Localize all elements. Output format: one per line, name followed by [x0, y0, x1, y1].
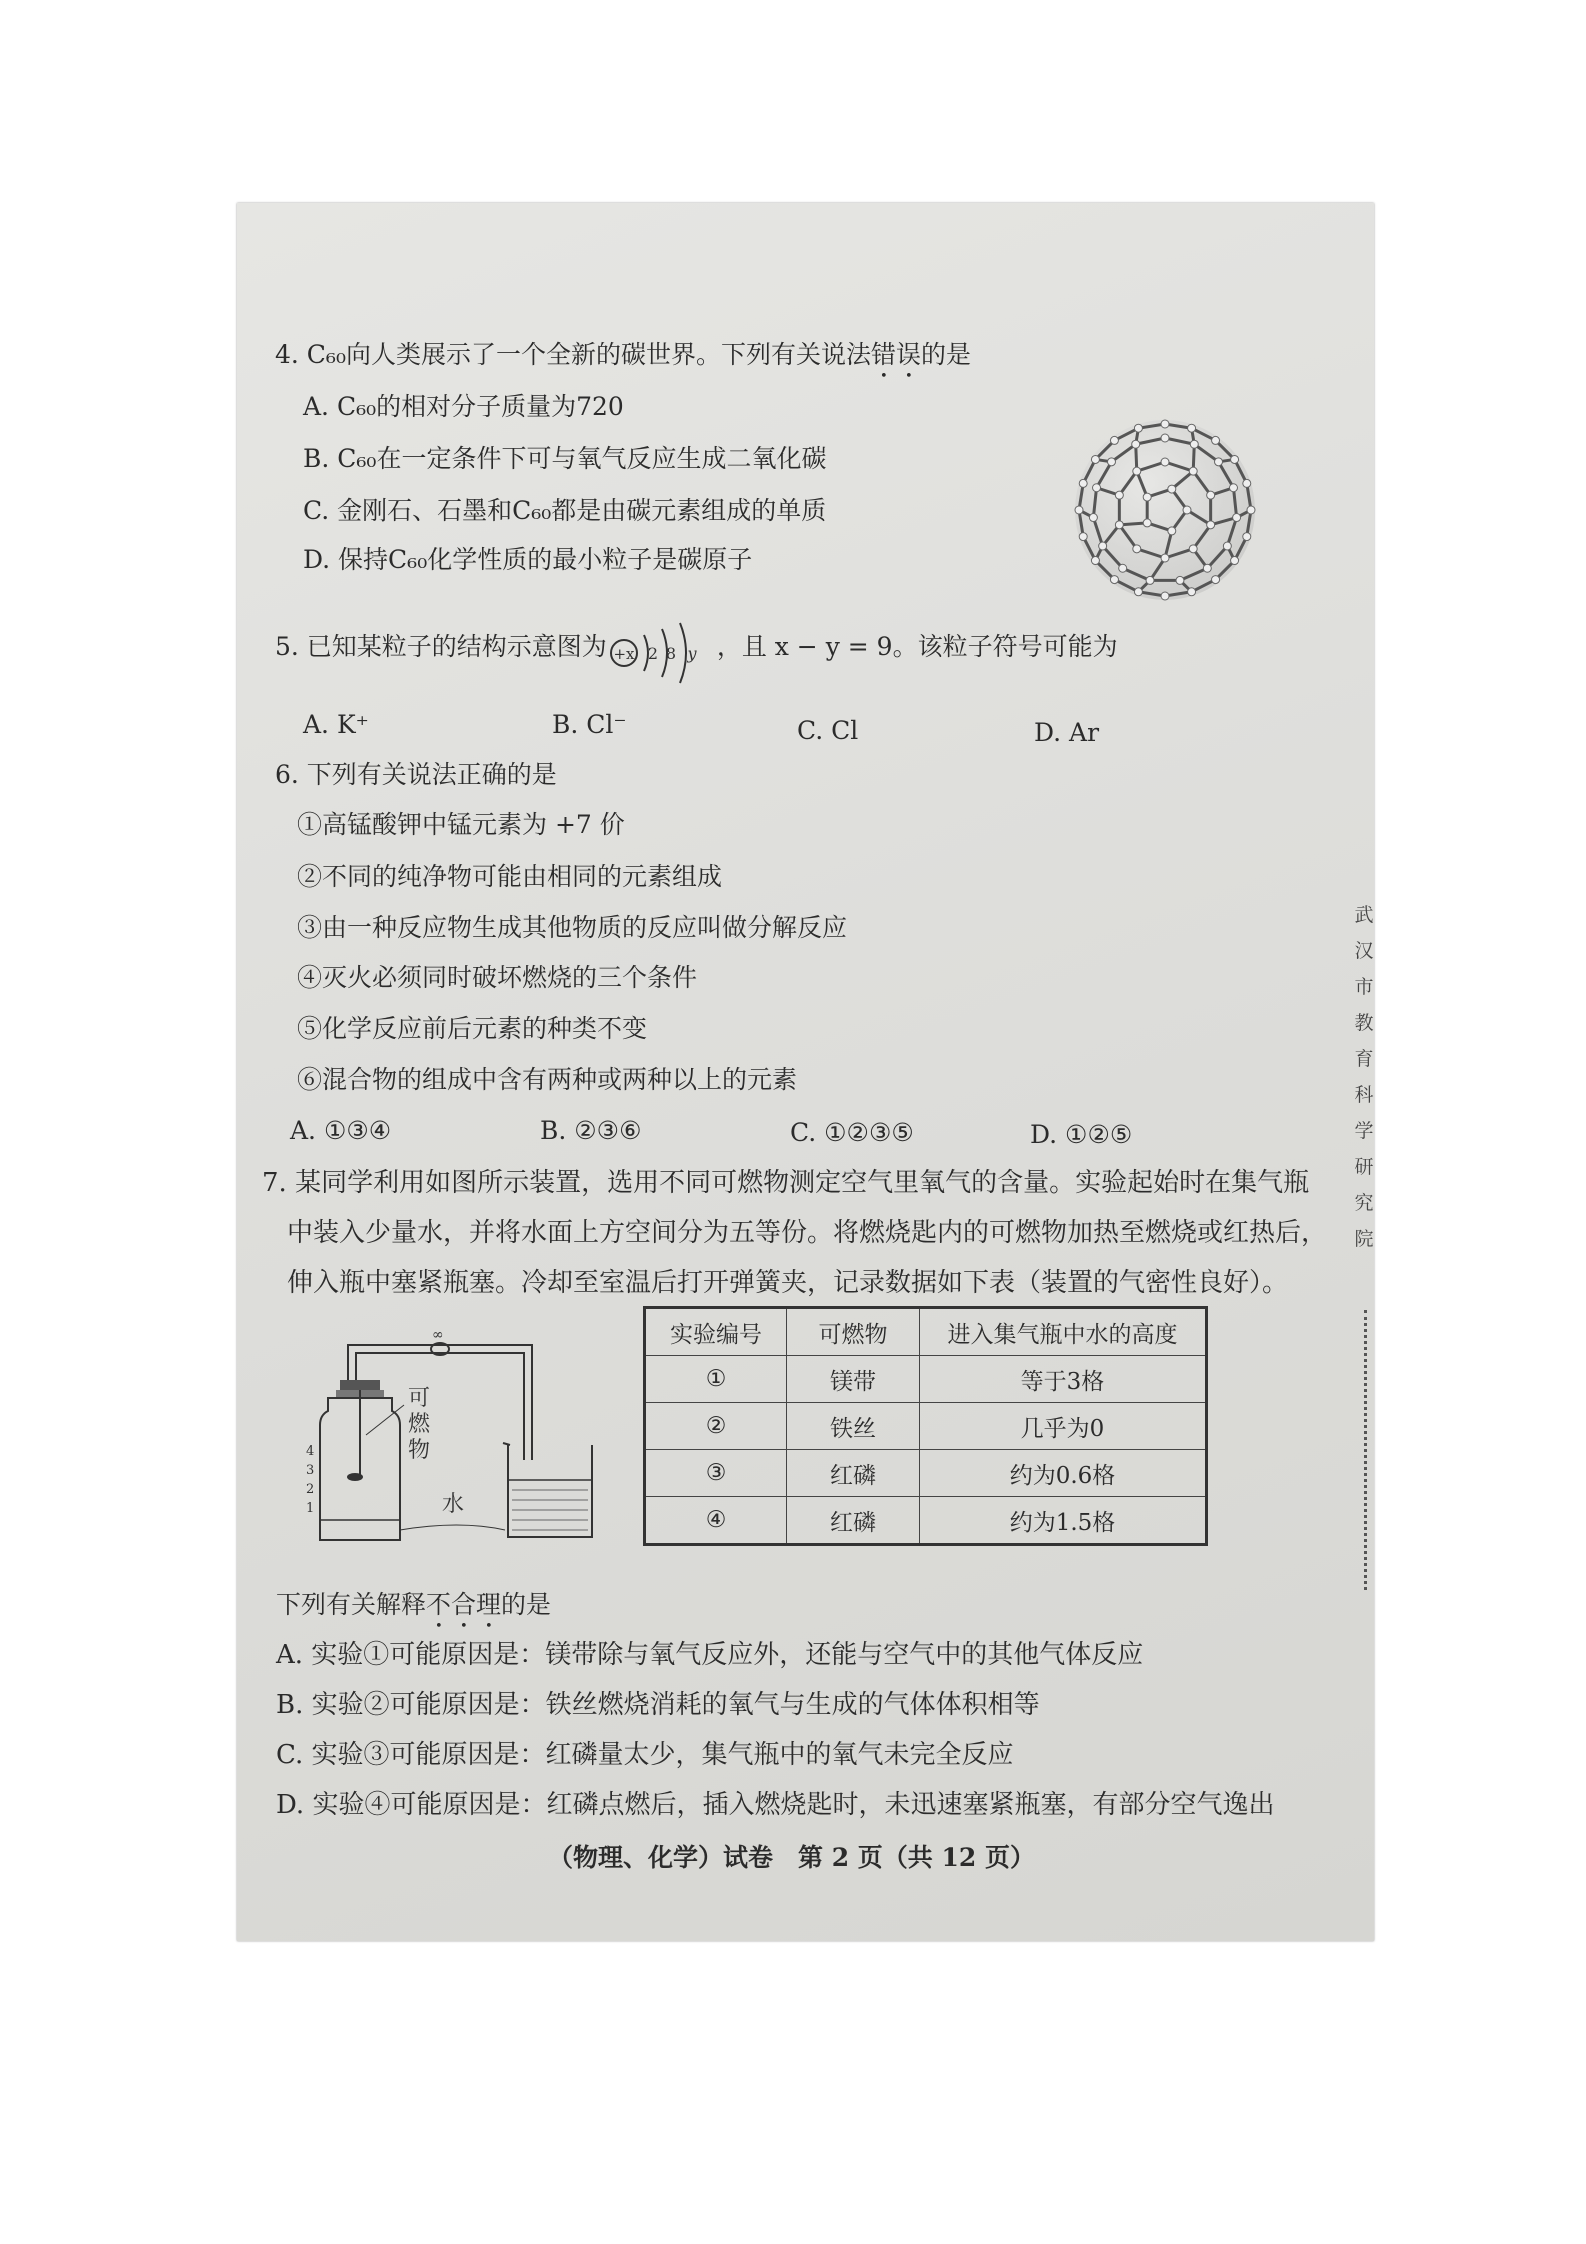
nucleus-charge: +x — [613, 645, 635, 663]
apparatus-diagram — [300, 1325, 620, 1550]
table-row — [645, 1497, 1207, 1545]
carbon-atom — [1161, 420, 1169, 428]
q6-statement-6: ⑥混合物的组成中含有两种或两种以上的元素 — [297, 1065, 798, 1094]
q7-option-b: B. 实验②可能原因是：铁丝燃烧消耗的氧气与生成的气体体积相等 — [276, 1690, 1040, 1720]
q6-option-b: B. ②③⑥ — [540, 1116, 642, 1145]
q7-option-a: A. 实验①可能原因是：镁带除与氧气反应外，还能与空气中的其他气体反应 — [276, 1640, 1144, 1670]
table-row — [645, 1450, 1207, 1497]
table-cell: ① — [645, 1356, 787, 1403]
experiment-table — [643, 1306, 1208, 1546]
table-cell: 铁丝 — [787, 1403, 920, 1450]
side-char: 究 — [1354, 1192, 1374, 1214]
carbon-atom — [1189, 467, 1197, 475]
table-cell: 几乎为0 — [920, 1403, 1207, 1450]
atomic-structure-diagram — [606, 617, 716, 687]
header-water-height: 进入集气瓶中水的高度 — [920, 1308, 1207, 1356]
q4-option-c: C. 金刚石、石墨和C₆₀都是由碳元素组成的单质 — [303, 496, 827, 525]
carbon-atom — [1133, 545, 1141, 553]
table-cell: 约为1.5格 — [920, 1497, 1207, 1545]
q5-option-d: D. Ar — [1034, 718, 1100, 747]
carbon-atom — [1161, 554, 1169, 562]
carbon-atom — [1223, 542, 1231, 550]
carbon-atom — [1075, 506, 1083, 514]
carbon-atom — [1099, 542, 1107, 550]
carbon-atom — [1183, 506, 1191, 514]
spring-clip-icon: ∞ — [432, 1327, 444, 1343]
carbon-atom — [1176, 576, 1184, 584]
carbon-atom — [1134, 588, 1142, 596]
header-combustible: 可燃物 — [787, 1308, 920, 1356]
q6-statement-3: ③由一种反应物生成其他物质的反应叫做分解反应 — [297, 913, 848, 942]
table-cell: 等于3格 — [920, 1356, 1207, 1403]
q6-option-a: A. ①③④ — [290, 1116, 392, 1145]
carbon-atom — [1207, 491, 1215, 499]
table-cell: 红磷 — [787, 1450, 920, 1497]
scale-mark-4: 4 — [306, 1444, 315, 1459]
carbon-atom — [1243, 533, 1251, 541]
carbon-atom — [1161, 434, 1169, 442]
carbon-atom — [1233, 514, 1241, 522]
carbon-atom — [1115, 491, 1123, 499]
carbon-atom — [1212, 436, 1220, 444]
side-char: 育 — [1354, 1048, 1374, 1070]
q5-option-b: B. Cl⁻ — [552, 710, 627, 739]
carbon-atom — [1115, 521, 1123, 529]
side-char: 科 — [1354, 1084, 1374, 1106]
table-cell: ② — [645, 1403, 787, 1450]
carbon-atom — [1215, 458, 1223, 466]
q4-option-a: A. C₆₀的相对分子质量为720 — [303, 392, 624, 421]
q6-statement-4: ④灭火必须同时破坏燃烧的三个条件 — [297, 963, 698, 992]
side-char: 院 — [1354, 1228, 1374, 1250]
carbon-atom — [1143, 519, 1151, 527]
q7-stem-line-2: 中装入少量水，并将水面上方空间分为五等份。将燃烧匙内的可燃物加热至燃烧或红热后， — [287, 1218, 1328, 1248]
carbon-atom — [1203, 564, 1211, 572]
carbon-atom — [1093, 484, 1101, 492]
carbon-atom — [1107, 458, 1115, 466]
carbon-atom — [1190, 440, 1198, 448]
q5-stem-text-end: ，且 x − y = 9。该粒子符号可能为 — [716, 632, 1118, 661]
carbon-atom — [1188, 424, 1196, 432]
carbon-atom — [1110, 576, 1118, 584]
q6-statement-2: ②不同的纯净物可能由相同的元素组成 — [297, 862, 723, 891]
table-cell: 红磷 — [787, 1497, 920, 1545]
label-combustible-1: 可 — [408, 1386, 431, 1411]
binding-dotted-line — [1364, 1310, 1367, 1590]
side-char: 市 — [1354, 976, 1374, 998]
carbon-atom — [1161, 458, 1169, 466]
q7-question-end: 的是 — [501, 1590, 552, 1619]
carbon-atom — [1133, 467, 1141, 475]
q7-question-emphasis: 不合理 — [426, 1590, 502, 1619]
scale-mark-1: 1 — [306, 1501, 315, 1516]
carbon-atom — [1229, 484, 1237, 492]
scale-mark-3: 3 — [306, 1463, 315, 1478]
shell-2-electrons: 8 — [665, 644, 677, 663]
carbon-atom — [1231, 557, 1239, 565]
carbon-atom — [1207, 521, 1215, 529]
page-footer: （物理、化学）试卷 第 2 页（共 12 页） — [548, 1843, 1036, 1872]
carbon-atom — [1212, 576, 1220, 584]
side-char: 学 — [1354, 1120, 1374, 1142]
q7-question — [276, 1590, 551, 1634]
carbon-atom — [1091, 455, 1099, 463]
carbon-atom — [1168, 527, 1176, 535]
c60-fullerene-image — [1065, 410, 1265, 610]
label-water: 水 — [442, 1492, 465, 1517]
header-experiment-number: 实验编号 — [645, 1308, 787, 1356]
q6-statement-1: ①高锰酸钾中锰元素为 +7 价 — [297, 810, 625, 839]
scale-mark-2: 2 — [306, 1482, 315, 1497]
table-row — [645, 1356, 1207, 1403]
side-char: 教 — [1354, 1012, 1374, 1034]
q6-option-d: D. ①②⑤ — [1030, 1120, 1133, 1149]
table-cell: 镁带 — [787, 1356, 920, 1403]
table-cell: ④ — [645, 1497, 787, 1545]
side-char: 研 — [1354, 1156, 1374, 1178]
carbon-atom — [1161, 592, 1169, 600]
carbon-atom — [1231, 455, 1239, 463]
side-char: 武 — [1354, 904, 1374, 926]
q4-option-b: B. C₆₀在一定条件下可与氧气反应生成二氧化碳 — [303, 444, 827, 473]
side-binding-text — [1353, 897, 1375, 1257]
q6-statement-5: ⑤化学反应前后元素的种类不变 — [297, 1014, 648, 1043]
carbon-atom — [1091, 557, 1099, 565]
q6-option-c: C. ①②③⑤ — [790, 1118, 914, 1147]
q7-stem-line-3: 伸入瓶中塞紧瓶塞。冷却至室温后打开弹簧夹，记录数据如下表（装置的气密性良好）。 — [287, 1268, 1289, 1298]
q4-stem-end: 的是 — [921, 340, 972, 369]
q5-stem-text: 5. 已知某粒子的结构示意图为 — [275, 632, 607, 661]
carbon-atom — [1110, 436, 1118, 444]
carbon-atom — [1188, 588, 1196, 596]
carbon-atom — [1243, 479, 1251, 487]
q5-option-a: A. K⁺ — [303, 710, 369, 739]
q5-option-c: C. Cl — [797, 716, 859, 745]
carbon-atom — [1079, 533, 1087, 541]
side-char: 汉 — [1354, 940, 1374, 962]
carbon-atom — [1146, 576, 1154, 584]
q7-option-d: D. 实验④可能原因是：红磷点燃后，插入燃烧匙时，未迅速塞紧瓶塞，有部分空气逸出 — [276, 1790, 1275, 1820]
q4-stem — [275, 340, 971, 384]
shell-3-electrons: y — [687, 644, 697, 663]
carbon-atom — [1079, 479, 1087, 487]
q7-stem-line-1: 7. 某同学利用如图所示装置，选用不同可燃物测定空气里氧气的含量。实验起始时在集气瓶 — [262, 1168, 1310, 1198]
q6-stem: 6. 下列有关说法正确的是 — [275, 760, 557, 789]
carbon-atom — [1143, 493, 1151, 501]
shell-1-electrons: 2 — [647, 644, 659, 663]
carbon-atom — [1134, 424, 1142, 432]
q7-option-c: C. 实验③可能原因是：红磷量太少，集气瓶中的氧气未完全反应 — [276, 1740, 1014, 1770]
table-row — [645, 1403, 1207, 1450]
q7-question-text: 下列有关解释 — [276, 1590, 427, 1619]
label-combustible-2: 燃 — [408, 1412, 431, 1437]
q4-stem-text: 4. C₆₀向人类展示了一个全新的碳世界。下列有关说法 — [275, 340, 871, 369]
carbon-atom — [1119, 564, 1127, 572]
carbon-atom — [1168, 485, 1176, 493]
table-header-row — [645, 1308, 1207, 1356]
q4-option-d: D. 保持C₆₀化学性质的最小粒子是碳原子 — [303, 545, 753, 574]
carbon-atom — [1189, 545, 1197, 553]
carbon-atom — [1247, 506, 1255, 514]
carbon-atom — [1089, 514, 1097, 522]
label-combustible-3: 物 — [408, 1438, 431, 1463]
q4-stem-emphasis: 错误 — [870, 340, 921, 369]
carbon-atom — [1132, 440, 1140, 448]
table-cell: ③ — [645, 1450, 787, 1497]
table-cell: 约为0.6格 — [920, 1450, 1207, 1497]
